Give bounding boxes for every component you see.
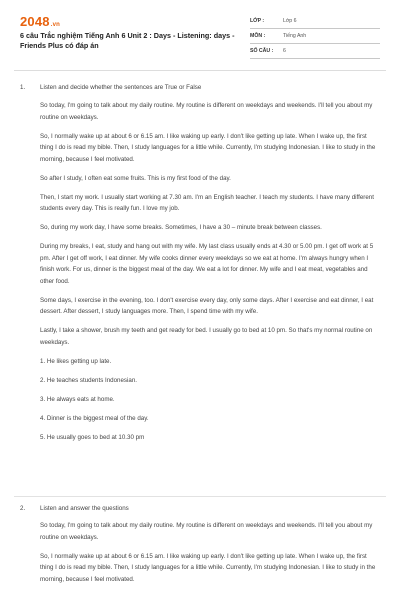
statement-item: 2. He teaches students Indonesian. bbox=[40, 376, 138, 384]
meta-value: Tiếng Anh bbox=[283, 29, 380, 44]
statement-item: 3. He always eats at home. bbox=[40, 395, 115, 403]
meta-value: Lớp 6 bbox=[283, 14, 380, 29]
passage-paragraph: So, during my work day, I have some breaks. Sometimes, I have a 30 – minute break between classes. bbox=[40, 224, 322, 231]
meta-key: MÔN : bbox=[250, 29, 283, 44]
passage-paragraph: So today, I'm going to talk about my daily routine. My routine is different on weekdays and weekends. I'll tell you about my routine on weekdays. bbox=[40, 102, 373, 121]
passage-paragraph: Lastly, I take a shower, brush my teeth and get ready for bed. I usually go to bed at 10 pm. So that's my normal routine on weekdays. bbox=[40, 327, 373, 346]
passage-paragraph: So today, I'm going to talk about my daily routine. My routine is different on weekdays and weekends. I'll tell you about my routine on weekdays. bbox=[40, 522, 373, 541]
passage-paragraph: So, I normally wake up at about 6 or 6.15 am. I like waking up early. I don't like getting up late. When I wake up, the first thing I do is read my bible. Then, I study languages for a little while. Currently, I'm studying Indonesian. I like to study in the morning, because I feel motivated. bbox=[40, 552, 376, 583]
question-instruction: Listen and decide whether the sentences are True or False bbox=[40, 84, 202, 91]
question-2-passage bbox=[40, 520, 380, 593]
passage-paragraph: Then, I start my work. I usually start working at 7.30 am. I'm an English teacher. I teach my students. I have many different students every day. This is really fun. I love my job. bbox=[40, 193, 374, 212]
meta-row-subject bbox=[250, 29, 380, 44]
question-instruction: Listen and answer the questions bbox=[40, 505, 129, 512]
statement-item: 4. Dinner is the biggest meal of the day. bbox=[40, 414, 149, 422]
passage-paragraph: During my breaks, I eat, study and hang out with my wife. My last class usually ends at 4.30 or 5.00 pm. I get off work at 5 pm. After I get off work, I eat dinner. My wife cooks dinner every weekdays so we eat at home. I'm always hungry when I finish work. For us, dinner is the biggest meal of the day. We eat a lot for dinner. My wife and I eat meat, vegetables and other food. bbox=[40, 243, 374, 285]
question-number: 2. bbox=[20, 505, 26, 512]
question-number: 1. bbox=[20, 84, 26, 91]
passage-paragraph: So, I normally wake up at about 6 or 6.15 am. I like waking up early. I don't like getting up late. When I wake up, the first thing I do is read my bible. Then, I study languages for a little while. Currently, I'm studying Indonesian. I like to study in the morning, because I feel motivated. bbox=[40, 132, 376, 163]
meta-value: 6 bbox=[283, 44, 380, 59]
header-divider bbox=[14, 70, 386, 71]
question-1-passage bbox=[40, 100, 380, 451]
passage-paragraph: So after I study, I often eat some fruits. This is my first food of the day. bbox=[40, 174, 231, 182]
statement-item: 5. He usually goes to bed at 10.30 pm bbox=[40, 433, 145, 441]
meta-key: SỐ CÂU : bbox=[250, 44, 283, 59]
question-divider bbox=[14, 496, 386, 497]
meta-row-count bbox=[250, 44, 380, 59]
meta-row-class bbox=[250, 14, 380, 29]
document-meta-table bbox=[250, 14, 380, 59]
passage-paragraph: Some days, I exercise in the evening, too. I don't exercise every day, only some days. After I exercise and eat dinner, I eat dessert. After dessert, I study languages more. Then, I spend time with my wife. bbox=[40, 296, 374, 315]
statement-item: 1. He likes getting up late. bbox=[40, 357, 112, 365]
site-logo[interactable]: 2048.vn bbox=[20, 14, 61, 29]
document-header bbox=[0, 0, 400, 64]
document-title: 6 câu Trắc nghiệm Tiếng Anh 6 Unit 2 : Days - Listening: days - Friends Plus có đáp án bbox=[20, 31, 235, 50]
meta-key: LỚP : bbox=[250, 14, 283, 29]
